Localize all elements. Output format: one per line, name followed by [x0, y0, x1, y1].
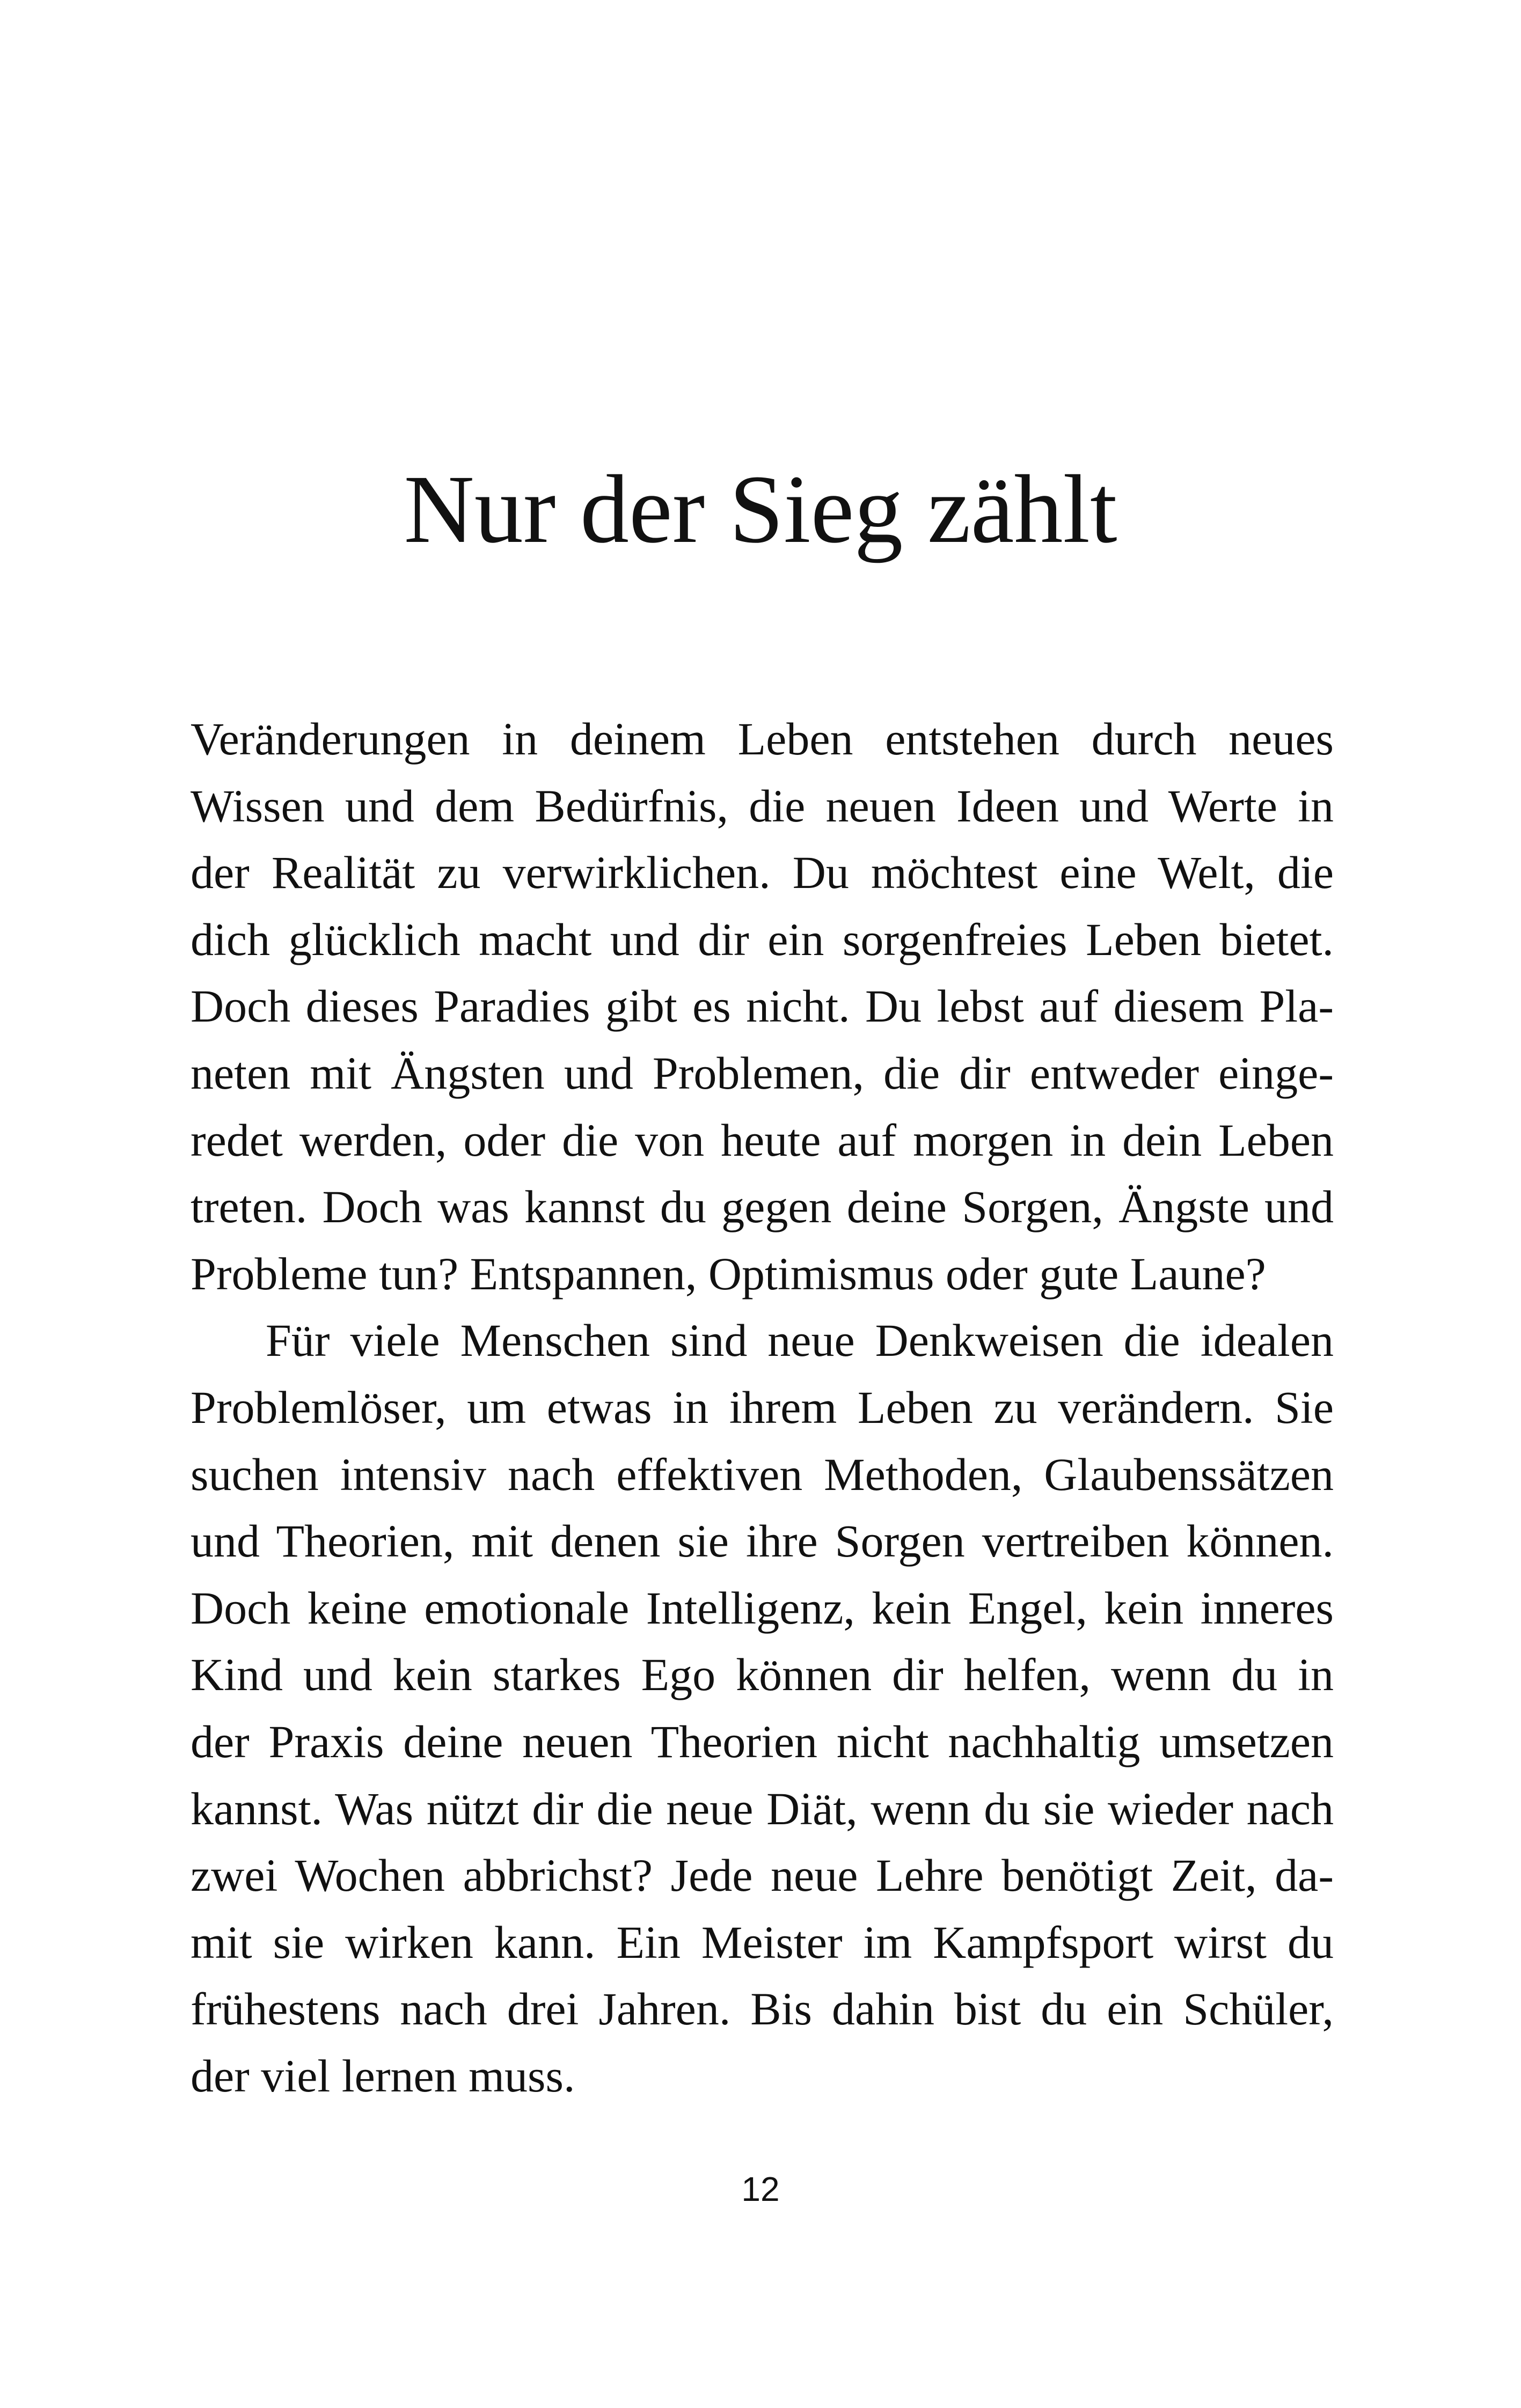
text-line: neten mit Ängsten und Problemen, die dir entweder einge- — [191, 1047, 1334, 1099]
paragraph-1 — [191, 706, 1334, 1307]
body-text — [191, 706, 1334, 2109]
text-line: treten. Doch was kannst du gegen deine Sorgen, Ängste und — [191, 1181, 1334, 1233]
text-line: Wissen und dem Bedürfnis, die neuen Ideen und Werte in — [191, 780, 1334, 832]
text-line: mit sie wirken kann. Ein Meister im Kampfsport wirst du — [191, 1916, 1334, 1968]
text-line: dich glücklich macht und dir ein sorgenfreies Leben bietet. — [191, 913, 1334, 965]
text-line: Für viele Menschen sind neue Denkweisen die idealen — [266, 1315, 1334, 1367]
text-line: suchen intensiv nach effektiven Methoden, Glaubenssätzen — [191, 1448, 1334, 1500]
text-line: zwei Wochen abbrichst? Jede neue Lehre benötigt Zeit, da- — [191, 1849, 1334, 1902]
text-line: redet werden, oder die von heute auf morgen in dein Leben — [191, 1114, 1334, 1166]
text-line: Veränderungen in deinem Leben entstehen durch neues — [191, 713, 1334, 765]
paragraph-2 — [191, 1307, 1334, 2109]
text-line: Doch dieses Paradies gibt es nicht. Du lebst auf diesem Pla- — [191, 980, 1334, 1032]
text-line: Kind und kein starkes Ego können dir helfen, wenn du in — [191, 1649, 1334, 1701]
text-line: der Praxis deine neuen Theorien nicht nachhaltig umsetzen — [191, 1715, 1334, 1767]
text-line: der Realität zu verwirklichen. Du möchtest eine Welt, die — [191, 847, 1334, 899]
page-number: 12 — [741, 2170, 780, 2208]
text-line: frühestens nach drei Jahren. Bis dahin bist du ein Schüler, — [191, 1983, 1334, 2035]
text-line: Doch keine emotionale Intelligenz, kein Engel, kein inneres — [191, 1582, 1334, 1634]
text-line: der viel lernen muss. — [191, 2050, 575, 2102]
chapter-title: Nur der Sieg zählt — [404, 456, 1117, 563]
text-line: und Theorien, mit denen sie ihre Sorgen vertreiben können. — [191, 1515, 1334, 1567]
text-line: Problemlöser, um etwas in ihrem Leben zu verändern. Sie — [191, 1381, 1334, 1433]
text-line: kannst. Was nützt dir die neue Diät, wenn du sie wieder nach — [191, 1782, 1334, 1834]
text-line: Probleme tun? Entspannen, Optimismus oder gute Laune? — [191, 1247, 1266, 1300]
